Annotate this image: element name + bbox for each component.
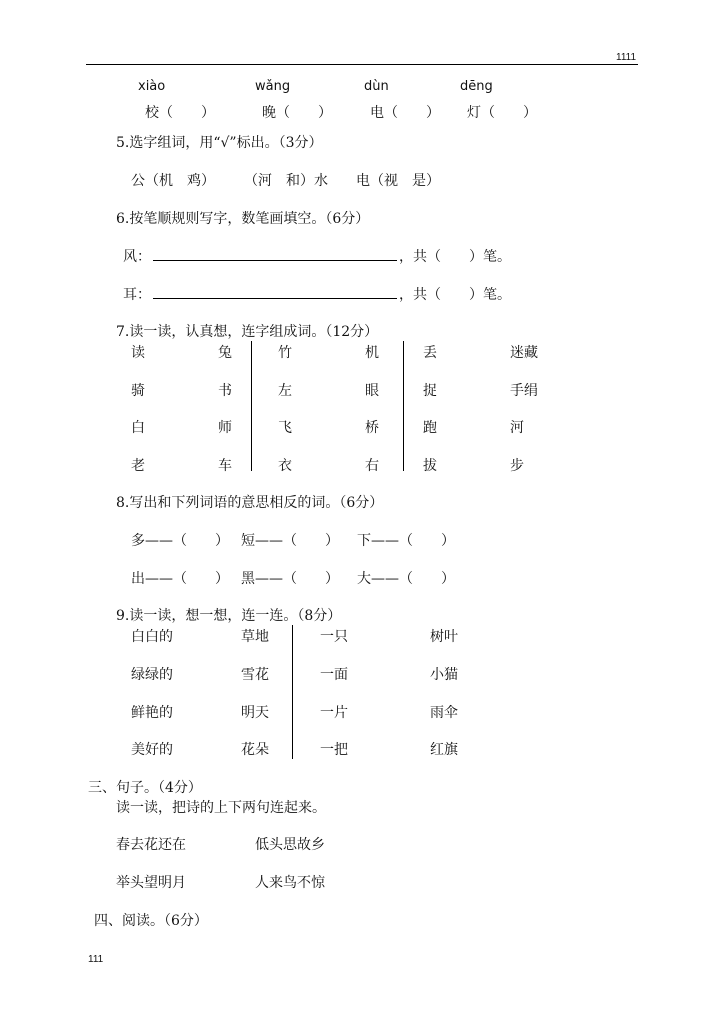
q9-c1-r4: 美好的 [131,742,173,758]
q9-c4-r3: 雨伞 [430,705,458,721]
q9-c1-r3: 鲜艳的 [131,705,173,721]
q7-c2-r3: 师 [218,420,232,436]
q5-title: 5.选字组词，用“√”标出。（3分） [116,135,323,151]
pinyin-2: wǎng [255,79,291,94]
q8-title: 8.写出和下列词语的意思相反的词。（6分） [116,495,384,511]
q7-title: 7.读一读，认真想，连字组成词。（12分） [116,324,379,340]
q7-c4-r1: 机 [365,345,379,361]
q7-c1-r2: 骑 [131,383,145,399]
q7-c5-r1: 丢 [423,345,437,361]
q9-c2-r3: 明天 [241,705,269,721]
q8-r2-3: 大——（ ） [357,571,455,587]
q9-c1-r1: 白白的 [131,629,173,645]
q7-divider-2 [403,341,404,471]
q7-c6-r4: 步 [510,458,524,474]
q7-c1-r4: 老 [131,458,145,474]
q7-c2-r1: 兔 [218,345,232,361]
q6-blank-2[interactable] [153,286,397,299]
q7-c1-r1: 读 [131,345,145,361]
pinyin-char-2: 晚（ ） [262,105,332,121]
q7-c2-r4: 车 [218,458,232,474]
header-page-number: 1111 [616,52,637,63]
q9-c4-r2: 小猫 [430,667,458,683]
q9-title: 9.读一读，想一想，连一连。（8分） [116,608,342,624]
q9-c2-r2: 雪花 [241,667,269,683]
q9-c4-r1: 树叶 [430,629,458,645]
q7-c6-r2: 手绢 [510,383,538,399]
header-rule [86,64,638,65]
q9-c4-r4: 红旗 [430,742,458,758]
q5-item-3: 电（视 是） [356,173,440,189]
q9-c3-r4: 一把 [320,742,348,758]
q7-c3-r2: 左 [278,383,292,399]
q9-c2-r4: 花朵 [241,742,269,758]
q7-c4-r3: 桥 [365,420,379,436]
q7-c5-r4: 拔 [423,458,437,474]
pinyin-char-4: 灯（ ） [467,105,537,121]
q6-row-2 [123,284,511,304]
q7-c6-r1: 迷藏 [510,345,538,361]
sec3-right-2: 人来鸟不惊 [255,875,325,891]
q7-c5-r2: 捉 [423,383,437,399]
q9-divider [292,625,293,759]
q6-blank-1[interactable] [153,248,397,261]
q9-c2-r1: 草地 [241,629,269,645]
q9-c3-r3: 一片 [320,705,348,721]
sec3-left-2: 举头望明月 [116,875,186,891]
q8-r1-3: 下——（ ） [357,533,455,549]
q8-r2-2: 黑——（ ） [241,571,339,587]
q8-r2-1: 出——（ ） [131,571,229,587]
q7-c3-r4: 衣 [278,458,292,474]
sec3-right-1: 低头思故乡 [255,837,325,853]
q9-c1-r2: 绿绿的 [131,667,173,683]
q7-c2-r2: 书 [218,383,232,399]
sec3-instruction: 读一读，把诗的上下两句连起来。 [116,800,326,816]
pinyin-char-1: 校（ ） [145,105,215,121]
pinyin-char-3: 电（ ） [370,105,440,121]
q7-divider-1 [251,341,252,471]
q9-c3-r1: 一只 [320,629,348,645]
q6-count-1: ，共（ ）笔。 [399,249,511,265]
q7-c6-r3: 河 [510,420,524,436]
q7-c5-r3: 跑 [423,420,437,436]
q6-char-1: 风： [123,249,151,265]
q5-item-2: （河 和）水 [244,173,328,189]
q6-title: 6.按笔顺规则写字，数笔画填空。（6分） [116,211,370,227]
sec3-title: 三、句子。（4分） [88,780,202,796]
q6-char-2: 耳： [123,287,151,303]
pinyin-4: dēng [460,79,493,94]
pinyin-3: dùn [364,79,389,94]
q9-c3-r2: 一面 [320,667,348,683]
footer-page-number: 111 [88,954,104,965]
q7-c3-r1: 竹 [278,345,292,361]
sec4-title: 四、阅读。（6分） [94,913,208,929]
sec3-left-1: 春去花还在 [116,837,186,853]
q8-r1-2: 短——（ ） [241,533,339,549]
q7-c1-r3: 白 [131,420,145,436]
q6-count-2: ，共（ ）笔。 [399,287,511,303]
q8-r1-1: 多——（ ） [131,533,229,549]
q5-item-1: 公（机 鸡） [131,173,215,189]
q7-c3-r3: 飞 [278,420,292,436]
pinyin-1: xiào [138,79,166,94]
q6-row-1 [123,246,511,266]
q7-c4-r2: 眼 [365,383,379,399]
q7-c4-r4: 右 [365,458,379,474]
